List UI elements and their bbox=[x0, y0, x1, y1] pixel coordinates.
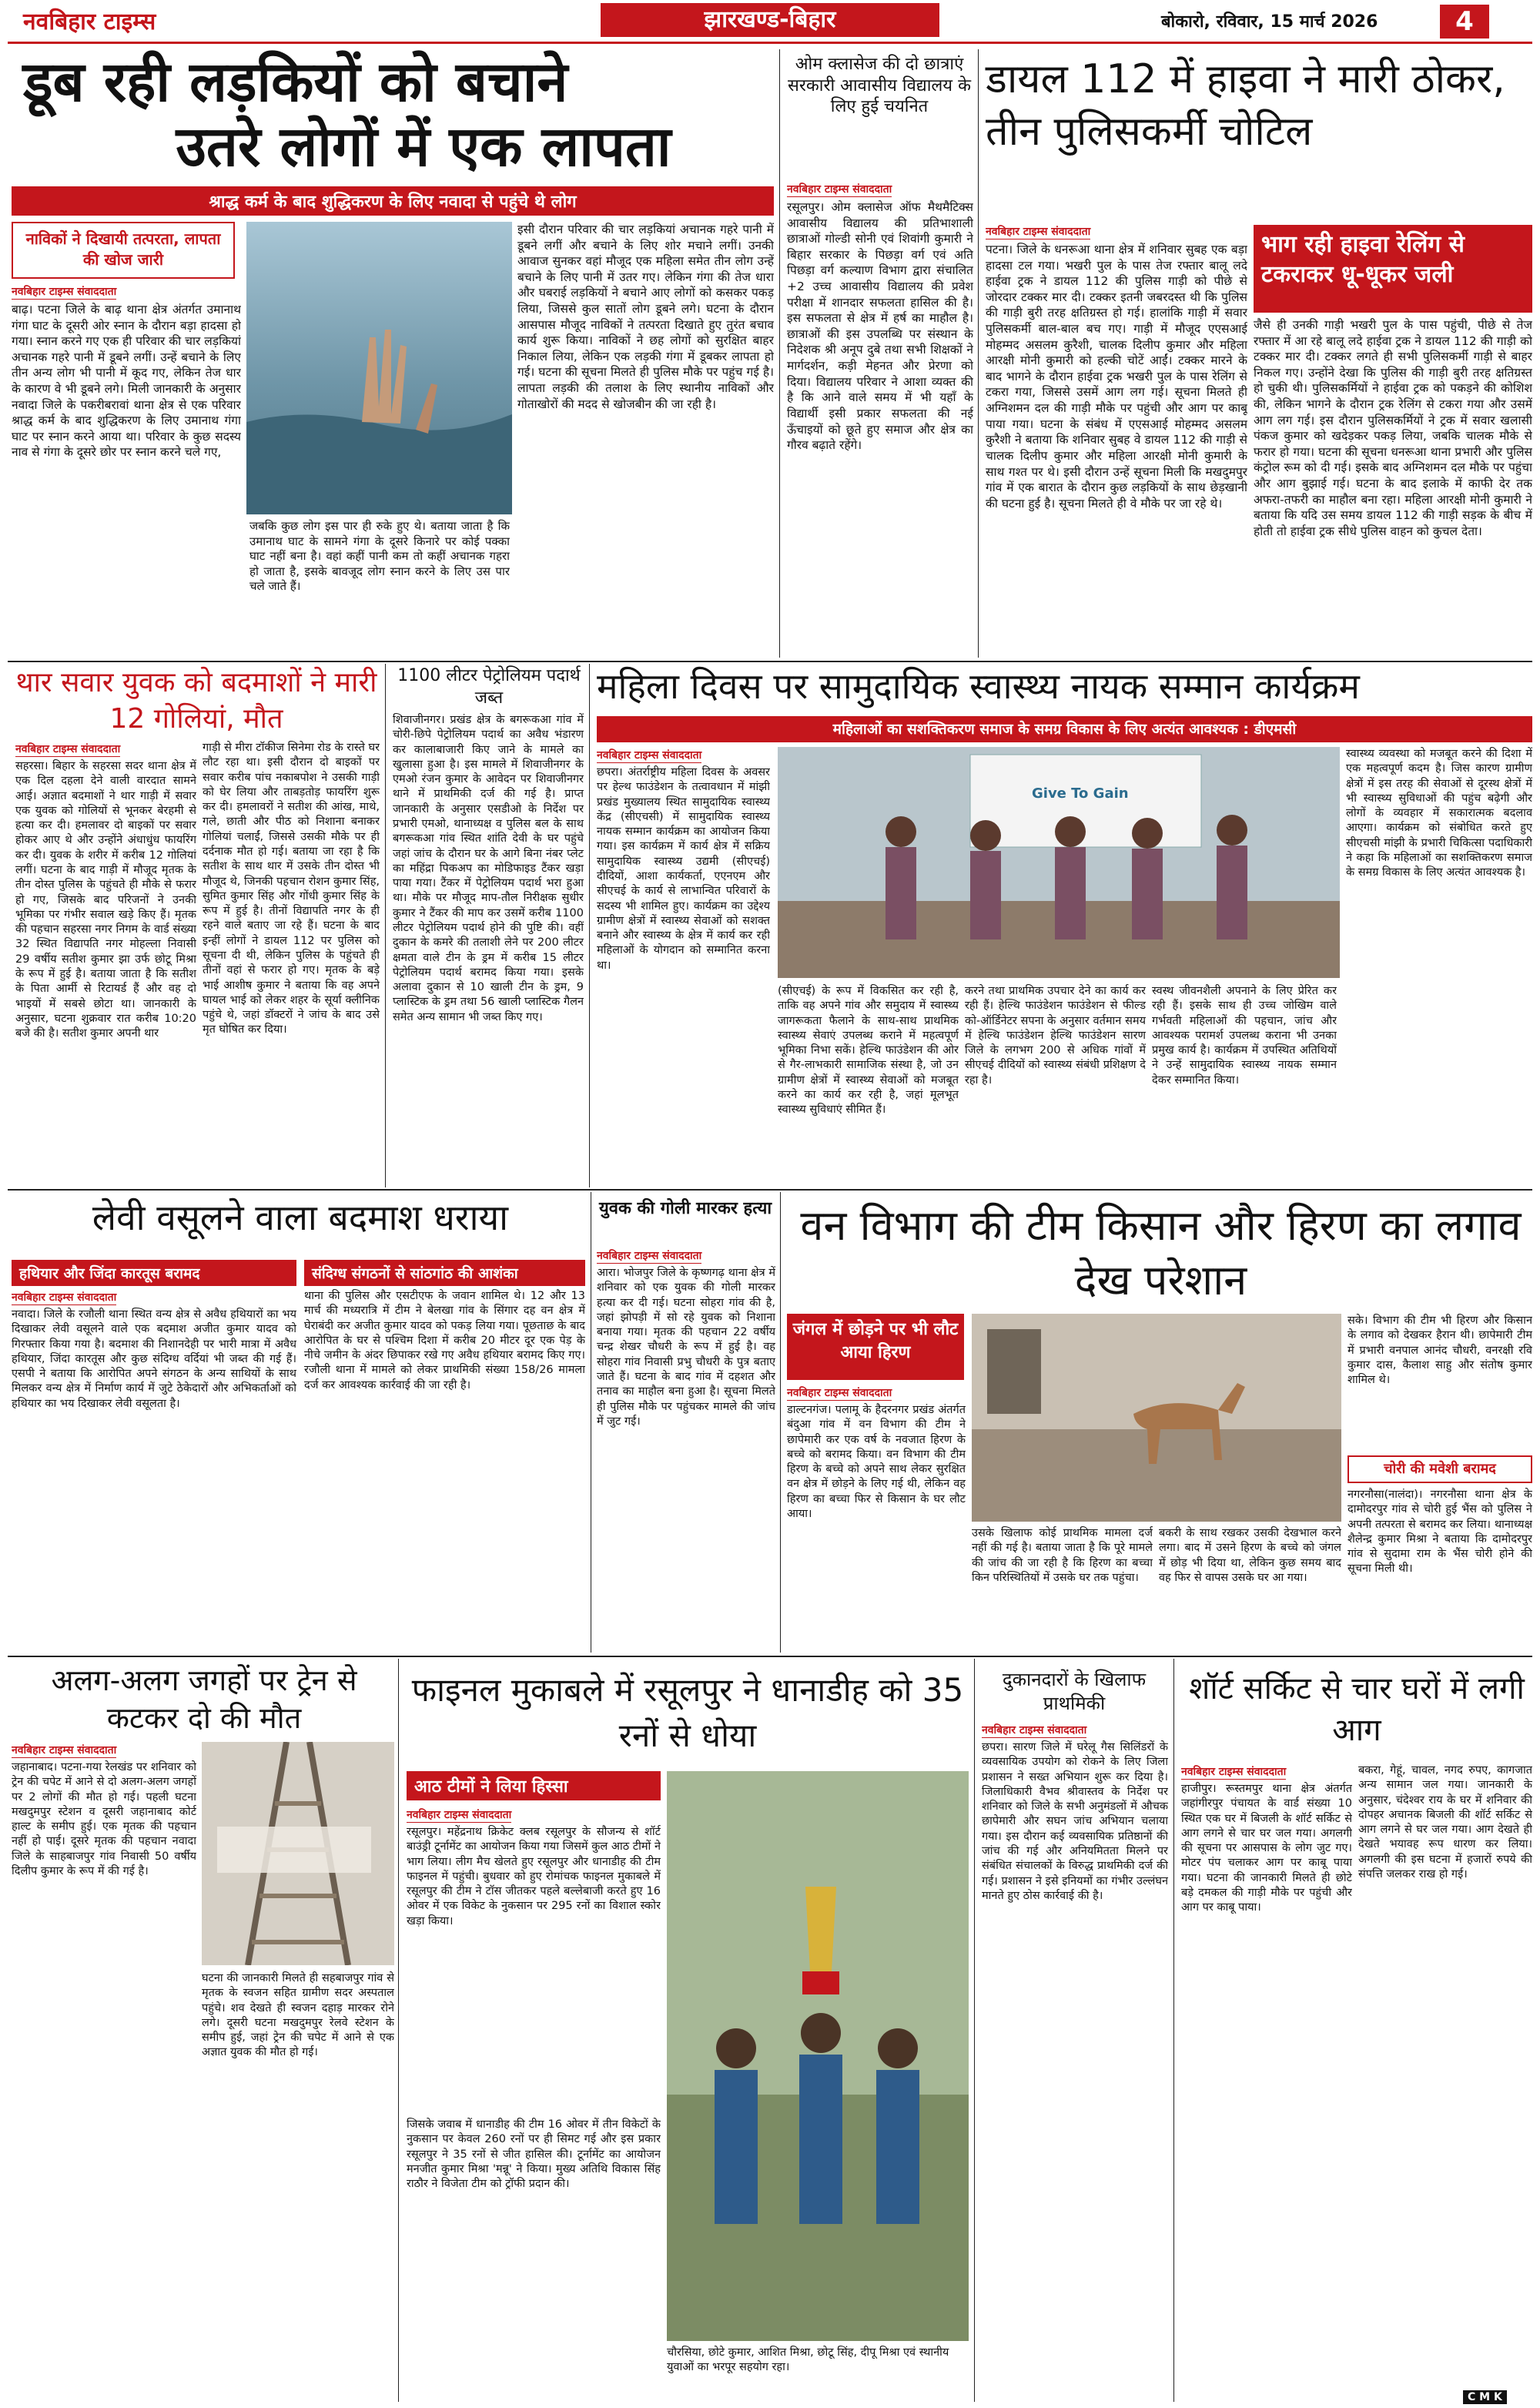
story9-photo-caption: उसके खिलाफ कोई प्राथमिक मामला दर्ज नहीं की गई है। बताया जाता है कि पूरे मामले की जांच की जा रही है कि हिरण का बच्चा किन परिस्थितियों में उसके घर तक पहुंचा। bbox=[972, 1527, 1153, 1584]
story8-body bbox=[597, 1248, 775, 1651]
story9-sub2-text: चोरी की मवेशी बरामद bbox=[1384, 1461, 1496, 1477]
story10-col2-text: घटना की जानकारी मिलते ही सहबाजपुर गांव से मृतक के स्वजन सहित ग्रामीण सदर अस्पताल पहुंचे। शव देखते ही स्वजन दहाड़ मारकर रोने लगे। दूसरी घटना मखदुमपुर रेलवे स्टेशन के समीप हुई, जहां ट्रेन की चपेट में आने से एक अज्ञात युवक की मौत हो गई। bbox=[202, 1972, 394, 2059]
story6-col5-text: स्वास्थ्य व्यवस्था को मजबूत करने की दिशा में एक महत्वपूर्ण कदम है। जिस कारण ग्रामीण क्षेत्रों में इस तरह की सेवाओं से दूरस्थ क्षेत्रों में भी स्वास्थ्य सुविधाओं की पहुंच बढ़ेगी और लोगों के व्यवहार में सकारात्मक बदलाव आएगा। कार्यक्रम को संबोधित करते हुए सीएचसी मांझी के प्रभारी चिकित्सा पदाधिकारी ने कहा कि महिलाओं का सशक्तिकरण समाज के समग्र विकास के लिए अत्यंत आवश्यक है। bbox=[1346, 748, 1532, 879]
story10-headline: अलग-अलग जगहों पर ट्रेन से कटकर दो की मौत bbox=[51, 1663, 357, 1736]
story11-subhead: आठ टीमों ने लिया हिस्सा bbox=[407, 1771, 661, 1800]
story7-col2-text: थाना की पुलिस और एसटीएफ के जवान शामिल थे। 12 और 13 मार्च की मध्यरात्रि में टीम ने बेलखा गांव के सिंगार दह वन क्षेत्र में घेराबंदी कर अजीत कुमार यादव को पकड़ लिया गया। पूछताछ के बाद आरोपित के घर से पश्चिम दिशा में करीब 20 मीटर दूर एक पेड़ के नीचे जमीन के अंदर छिपाकर रखे गए अवैध हथियार बरामद किए गए। रजौली थाना में मामले को लेकर प्राथमिकी संख्या 158/26 मामला दर्ज कर आवश्यक कार्रवाई की जा रही है। bbox=[304, 1290, 585, 1392]
story4-col2-text: गाड़ी से मीरा टॉकीज सिनेमा रोड के रास्ते घर लौट रहा था। इसी दौरान दो बाइकों पर सवार करीब पांच नकाबपोश ने उसकी गाड़ी को घेर लिया और ताबड़तोड़ फायरिंग शुरू कर दी। हमलावरों ने सतीश की आंख, माथे, गले, छाती और पीठ को निशाना बनाकर गोलियां चलाईं, जिससे उसकी मौके पर ही दर्दनाक मौत हो गई। बताया जा रहा है कि सतीश के साथ थार में उसके तीन दोस्त भी मौजूद थे, जिनकी पहचान रोशन कुमार सिंह, सुमित कुमार सिंह और गोंधी कुमार सिंह के रूप में हुई है। तीनों विद्यापति नगर के ही रहने वाले बताए जा रहे हैं। घटना के बाद इन्हीं लोगों ने डायल 112 पर पुलिस को सूचना दी थी, लेकिन पुलिस के पहुंचते ही तीनों वहां से फरार हो गए। मृतक के बड़े भाई आशीष कुमार ने बताया कि वह अपने घायल भाई को लेकर शहर के सूर्या क्लीनिक पहुंचे थे, जहां डॉक्टरों ने जांच के बाद उसे मृत घोषित कर दिया। bbox=[203, 742, 380, 1037]
story6-col1-text: छपरा। अंतर्राष्ट्रीय महिला दिवस के अवसर पर हेल्थ फाउंडेशन के तत्वावधान में मांझी प्रखंड मुख्यालय स्थित सामुदायिक स्वास्थ्य केंद्र (सीएचसी) में सामुदायिक स्वास्थ्य नायक सम्मान कार्यक्रम का आयोजन किया गया। इस कार्यक्रम में कार्य क्षेत्र में सक्रिय सामुदायिक स्वास्थ्य उद्यमी (सीएचई) दीदियों, आशा कार्यकर्ता, एएनएम और सीएचई के कार्य से लाभान्वित परिवारों के सदस्य भी शामिल हुए। कार्यक्रम का उद्देश्य ग्रामीण क्षेत्रों में स्वास्थ्य सेवाओं को सशक्त बनाने और स्वास्थ्य के क्षेत्र में कार्य कर रही महिलाओं के योगदान को सम्मानित करना था। bbox=[597, 766, 770, 972]
story6-photo bbox=[778, 747, 1340, 978]
story13-col1-text: हाजीपुर। रूस्तमपुर थाना क्षेत्र अंतर्गत जहांगीरपुर पंचायत के वार्ड संख्या 10 स्थित एक घर में बिजली के शॉर्ट सर्किट से आग लगने से चार घर जल गया। अगलगी की सूचना पर आसपास के लोग जुट गए। मोटर पंप चलाकर आग पर काबू पाया गया। घटना की जानकारी मिलते ही छोटे बड़े दमकल की गाड़ी मौके पर पहुंची और आग पर काबू पाया। bbox=[1181, 1783, 1352, 1914]
story2-headline: ओम क्लासेज की दो छात्राएं सरकारी आवासीय विद्यालय के लिए हुई चयनित bbox=[788, 55, 971, 116]
divider-story9-left bbox=[780, 1192, 781, 1653]
story7-col2 bbox=[304, 1289, 585, 1651]
story12-byline: नवबिहार टाइम्स संवाददाता bbox=[982, 1724, 1087, 1737]
story11-col2 bbox=[407, 2118, 661, 2403]
story12-headline: दुकानदारों के खिलाफ प्राथमिकी bbox=[1002, 1669, 1147, 1715]
masthead-rule bbox=[8, 42, 1532, 44]
hrule-1 bbox=[8, 661, 1532, 662]
story10-col2 bbox=[202, 1971, 394, 2404]
story8-byline: नवबिहार टाइम्स संवाददाता bbox=[597, 1250, 702, 1262]
story9-photo bbox=[972, 1314, 1341, 1522]
story7-col1 bbox=[12, 1289, 296, 1651]
story4-col1 bbox=[15, 741, 196, 1186]
story11-col1 bbox=[407, 1807, 661, 2115]
story1-subhead bbox=[12, 222, 235, 279]
story10-col1 bbox=[12, 1742, 196, 2404]
story3-col1 bbox=[986, 223, 1247, 655]
story5-headline: 1100 लीटर पेट्रोलियम पदार्थ जब्त bbox=[397, 666, 581, 708]
issue-date: बोकारो, रविवार, 15 मार्च 2026 bbox=[1161, 12, 1378, 32]
page-number: 4 bbox=[1440, 5, 1489, 39]
story11-col2-text: जिसके जवाब में धानाडीह की टीम 16 ओवर में तीन विकेटों के नुकसान पर केवल 260 रनों पर ही सिमट गई और इस प्रकार रसूलपुर ने 35 रनों से जीत हासिल की। टूर्नामेंट का आयोजन मनजीत कुमार मिश्रा 'मन्नू' ने किया। मुख्य अतिथि विकास सिंह राठौर ने विजेता टीम को ट्रॉफी प्रदान की। bbox=[407, 2118, 661, 2191]
story1-headline-line2: उतरे लोगों में एक लापता bbox=[176, 114, 671, 179]
story6-kicker: महिलाओं का सशक्तिकरण समाज के समग्र विकास के लिए अत्यंत आवश्यक : डीएमसी bbox=[597, 716, 1532, 742]
story9-sub2 bbox=[1348, 1455, 1532, 1483]
story4-col1-text: सहरसा। बिहार के सहरसा सदर थाना क्षेत्र में एक दिल दहला देने वाली वारदात सामने आई। अज्ञात बदमाशों ने थार गाड़ी में सवार एक युवक को गोलियों से भूनकर बेरहमी से हत्या कर दी। हमलावर दो बाइकों पर सवार होकर आए थे और उन्होंने अंधाधुंध फायरिंग कर दी। युवक के शरीर में करीब 12 गोलियां लगीं। घटना के बाद गाड़ी में मौजूद मृतक के तीन दोस्त पुलिस के पहुंचते ही मौके से फरार हो गए, जिसके बाद परिजनों ने उनकी भूमिका पर गंभीर सवाल खड़े किए हैं। मृतक की पहचान सहरसा नगर निगम के वार्ड संख्या 32 स्थित विद्यापति नगर मोहल्ला निवासी 29 वर्षीय सतीश कुमार झा उर्फ छोटू मिश्रा के रूप में हुई है। बताया जाता है कि सतीश के पिता आर्मी से रिटायर्ड हैं और वह दो भाइयों में सबसे छोटा था। जानकारी के अनुसार, घटना शुक्रवार रात करीब 10:20 बजे की है। सतीश कुमार अपनी थार bbox=[15, 760, 196, 1040]
story1-photo-caption: जबकि कुछ लोग इस पार ही रुके हुए थे। बताया जाता है कि उमानाथ घाट के सामने गंगा के दूसरे किनारे पर कोई पक्का घाट नहीं बना है। वहां कहीं पानी कम तो कहीं अचानक गहरा हो जाता है, इसके बावजूद लोग स्नान करने के लिए उस पार चले जाते हैं। bbox=[249, 519, 510, 593]
divider-story5-left bbox=[385, 664, 386, 1187]
story13-col1 bbox=[1181, 1763, 1352, 2403]
divider-story12-left bbox=[974, 1659, 975, 2402]
story5-body bbox=[393, 713, 584, 1186]
story10-photo bbox=[202, 1742, 394, 1965]
story7-sub1: हथियार और जिंदा कारतूस बरामद bbox=[12, 1260, 296, 1286]
story1-headline-line1: डूब रही लड़कियों को बचाने bbox=[23, 49, 568, 114]
story3-subhead bbox=[1254, 225, 1532, 313]
story1-photo bbox=[246, 222, 512, 514]
story6-col1 bbox=[597, 747, 770, 1186]
story6-col3 bbox=[965, 984, 1146, 1186]
story3-subhead-text: भाग रही हाइवा रेलिंग से टकराकर धू-धूकर जली bbox=[1261, 231, 1465, 288]
story13-headline: शॉर्ट सर्किट से चार घरों में लगी आग bbox=[1189, 1671, 1525, 1748]
story11-col1-text: रसूलपुर। महेंद्रनाथ क्रिकेट क्लब रसूलपुर के सौजन्य से शॉर्ट बाउंड्री टूर्नामेंट का आयोजन किया गया जिसमें कुल आठ टीमों ने भाग लिया। लीग मैच खेलते हुए रसूलपुर और धानाडीह की टीम फाइनल में पहुंची। बुधवार को हुए रोमांचक फाइनल मुकाबले में रसूलपुर की टीम ने टॉस जीतकर पहले बल्लेबाजी करते हुए 16 ओवर में एक विकेट के नुकसान पर 295 रनों का विशाल स्कोर खड़ा किया। bbox=[407, 1826, 661, 1927]
award-ceremony-illustration bbox=[778, 747, 1340, 978]
story3-byline: नवबिहार टाइम्स संवाददाता bbox=[986, 226, 1091, 238]
drowning-hands-illustration bbox=[246, 222, 512, 514]
divider-story6-left bbox=[589, 664, 590, 1187]
story6-col4 bbox=[1152, 984, 1337, 1186]
story7-headline: लेवी वसूलने वाला बदमाश धराया bbox=[92, 1197, 509, 1238]
story5-body-text: शिवाजीनगर। प्रखंड क्षेत्र के बगरूकआ गांव में चोरी-छिपे पेट्रोलियम पदार्थ का अवैध भंडारण कर कालाबाजारी किए जाने के मामले का खुलासा हुआ है। इस मामले में शिवाजीनगर के एमओ रंजन कुमार के आवेदन पर शिवाजीनगर थाने में प्राथमिकी दर्ज की गई है। प्राप्त जानकारी के अनुसार एसडीओ के निर्देश पर प्रभारी एमओ, थानाध्यक्ष व पुलिस बल के साथ बगरूकआ गांव स्थित शांति देवी के घर पहुंचे जहां जांच के दौरान घर के आगे बिना नंबर प्लेट का महिंद्रा पिकअप का मोडिफाइड टैंकर खड़ा पाया गया। टैंकर में पेट्रोलियम पदार्थ भरा हुआ था। मौके पर मौजूद माप-तौल निरीक्षक सुधीर कुमार ने टैंकर की माप कर उसमें करीब 1100 लीटर पेट्रोलियम पदार्थ होने की पुष्टि की। वहीं दुकान के कमरे की तलाशी लेने पर 200 लीटर क्षमता वाले टीन के ड्रम में करीब 15 लीटर पेट्रोलियम पदार्थ बरामद किया गया। इसके अलावा दुकान से 10 खाली टीन के ड्रम, 9 प्लास्टिक के ड्रम तथा 56 खाली प्लास्टिक गैलन समेत अन्य सामान भी जब्त किए गए। bbox=[393, 714, 584, 1023]
hrule-2 bbox=[8, 1189, 1532, 1191]
story3-col1-text: पटना। जिले के धनरूआ थाना क्षेत्र में शनिवार सुबह एक बड़ा हादसा टल गया। भखरी पुल के पास तेज रफ्तार बालू लदे हाईवा ट्रक ने डायल 112 की पुलिस गाड़ी को पीछे से जोरदार टक्कर मार दी। टक्कर इतनी जबरदस्त थी कि पुलिस की गाड़ी बुरी तरह क्षतिग्रस्त हो गई। हालांकि गाड़ी में सवार पुलिसकर्मी बाल-बाल बच गए। गाड़ी में मौजूद एएसआई मोहम्मद असलम कुरैशी, चालक दिलीप कुमार और महिला आरक्षी मोनी कुमारी को हल्की चोटें आईं। टक्कर मारने के बाद भागने के दौरान हाईवा ट्रक भखरी पुल के पास रेलिंग से टकरा गया, जिससे उसमें आग लग गई। सूचना मिलते ही अग्निशमन दल की गाड़ी मौके पर पहुंची और आग पर काबू पाया गया। घटना के संबंध में एएसआई मोहम्मद असलम कुरैशी ने बताया कि शनिवार सुबह वे डायल 112 की गाड़ी से चालक दिलीप कुमार और महिला आरक्षी मोनी कुमारी के साथ गश्त पर थे। इसी दौरान उन्हें सूचना मिली कि मखदुमपुर गांव में एक बारात के दौरान कुछ लड़कियों के साथ छेड़खानी की घटना हुई है। सूचना मिलते ही वे मौके पर जा रहे थे। bbox=[986, 243, 1247, 511]
registration-text: C M K bbox=[1463, 2390, 1507, 2404]
story8-headline: युवक की गोली मारकर हत्या bbox=[598, 1199, 772, 1218]
story7-col1-text: नवादा। जिले के रजौली थाना स्थित वन्य क्षेत्र से अवैध हथियारों का भय दिखाकर लेवी वसूलने वाले एक बदमाश अजीत कुमार यादव को गिरफ्तार किया गया है। बदमाश की निशानदेही पर भारी मात्रा में अवैध हथियार, जिंदा कारतूस और कुछ संदिग्ध वर्दियां भी जब्त की गई हैं। एसपी ने बताया कि आरोपित अपने संगठन के अन्य साथियों के साथ मिलकर वन्य क्षेत्र में निर्माण कार्य में जुटे ठेकेदारों और अभिकर्ताओं को हथियार का भय दिखाकर लेवी वसूलता है। bbox=[12, 1308, 296, 1410]
story2-body-text: रसूलपुर। ओम क्लासेज ऑफ मैथमैटिक्स आवासीय विद्यालय की प्रतिभाशाली छात्राओं गोल्डी सोनी एवं शिवांगी कुमारी ने बिहार सरकार के पिछड़ा वर्ग एवं अति पिछड़ा वर्ग कल्याण विभाग द्वारा संचालित +2 उच्च आवासीय विद्यालय की प्रवेश परीक्षा में शानदार सफलता हासिल की है। इस सफलता से क्षेत्र में हर्ष का माहौल है। छात्राओं की इस उपलब्धि पर संस्थान के निदेशक श्री अनूप दुबे तथा सभी शिक्षकों ने मार्गदर्शन, कड़ी मेहनत और प्रेरणा को दिया। विद्यालय परिवार ने आशा व्यक्त की है कि आने वाले समय में भी यहाँ के विद्यार्थी इसी प्रकार सफलता की नई ऊँचाइयों को छूते हुए समाज और क्षेत्र का गौरव बढ़ाते रहेंगे। bbox=[787, 200, 973, 453]
edition-name: झारखण्ड-बिहार bbox=[601, 3, 939, 37]
story11-photo-caption: चौरसिया, छोटे कुमार, आशित मिश्रा, छोटू सिंह, दीपू मिश्रा एवं स्थानीय युवाओं का भरपूर सहयोग रहा। bbox=[667, 2346, 949, 2373]
story3-col2 bbox=[1254, 317, 1532, 656]
story4-headline: थार सवार युवक को बदमाशों ने मारी 12 गोलियां, मौत bbox=[15, 667, 377, 735]
story6-col3-text: करने तथा प्राथमिक उपचार देने का कार्य कर रही हैं। हेल्थि फाउंडेशन फाउंडेशन से फील्ड को-ऑर्डिनेटर सपना के अनुसार वर्तमान समय में हेल्थि फाउंडेशन हेल्थि फाउंडेशन सारण जिले के लगभग 200 से अधिक गांवों में सीएचई दीदियों को स्वास्थ्य संबंधी प्रशिक्षण दे रहा है। bbox=[965, 985, 1146, 1087]
railway-track-illustration bbox=[202, 1742, 394, 1965]
cricket-trophy-illustration bbox=[667, 1771, 969, 2341]
story1-col1 bbox=[12, 283, 241, 653]
paper-name: नवबिहार टाइम्स bbox=[23, 8, 156, 35]
divider-story3-left bbox=[978, 49, 979, 658]
story1-col3 bbox=[517, 222, 774, 653]
divider-story13-left bbox=[1173, 1659, 1174, 2402]
story3-headline: डायल 112 में हाइवा ने मारी ठोकर, तीन पुलिसकर्मी चोटिल bbox=[986, 56, 1505, 155]
story11-byline: नवबिहार टाइम्स संवाददाता bbox=[407, 1809, 512, 1821]
story9-byline: नवबिहार टाइम्स संवाददाता bbox=[787, 1387, 892, 1399]
story2-body bbox=[787, 181, 973, 655]
story6-headline: महिला दिवस पर सामुदायिक स्वास्थ्य नायक सम्मान कार्यक्रम bbox=[597, 665, 1360, 707]
story1-col3-text: इसी दौरान परिवार की चार लड़कियां अचानक गहरे पानी में डूबने लगीं और बचाने के लिए शोर मचाने लगीं। उनकी आवाज सुनकर वहां मौजूद एक महिला समेत तीन लोग उन्हें बचाने के लिए पानी में उतर गए। लेकिन गंगा की तेज धारा और घबराई लड़कियों ने बचाने आए लोगों को कसकर पकड़ लिया, जिससे कुल सातों लोग डूबने लगे। घटना के दौरान आसपास मौजूद नाविकों ने तत्परता दिखाते हुए तुरंत बचाव कार्य शुरू किया। नाविकों ने छह लोगों को सुरक्षित बाहर निकाल लिया, लेकिन एक लड़की गंगा में डूबकर लापता हो गई। घटना की सूचना मिलते ही पुलिस मौके पर पहुंच गई है। लापता लड़की की तलाश के लिए स्थानीय नाविकों और गोताखोरों की मदद से खोजबीन की जा रही है। bbox=[517, 223, 774, 411]
story1-subhead-text: नाविकों ने दिखायी तत्परता, लापता की खोज जारी bbox=[25, 229, 221, 269]
story13-byline: नवबिहार टाइम्स संवाददाता bbox=[1181, 1766, 1287, 1778]
story11-headline: फाइनल मुकाबले में रसूलपुर ने धानाडीह को 35 रनों से धोया bbox=[411, 1671, 964, 1754]
story9-headline: वन विभाग की टीम किसान और हिरण का लगाव देख परेशान bbox=[800, 1201, 1522, 1305]
story9-photo-caption-box bbox=[972, 1526, 1153, 1651]
story4-col2 bbox=[203, 741, 380, 1186]
story2-byline: नवबिहार टाइम्स संवाददाता bbox=[787, 183, 892, 196]
story7-sub2: संदिग्ध संगठनों से सांठगांठ की आशंका bbox=[304, 1260, 585, 1286]
story9-col1 bbox=[787, 1385, 966, 1651]
story6-byline: नवबिहार टाइम्स संवाददाता bbox=[597, 749, 702, 762]
story11-photo bbox=[667, 1771, 969, 2341]
story6-col5 bbox=[1346, 747, 1532, 1186]
story9-col1-text: डाल्टनगंज। पलामू के हैदरनगर प्रखंड अंतर्गत बंदुआ गांव में वन विभाग की टीम ने छापेमारी कर एक वर्ष के नवजात हिरण के बच्चे को बरामद किया। वन विभाग की टीम हिरण के बच्चे को अपने साथ लेकर सुरक्षित वन क्षेत्र में छोड़ने के लिए गई थी, लेकिन वह हिरण का बच्चा फिर से किसान के घर लौट आया। bbox=[787, 1404, 966, 1520]
story13-col2 bbox=[1358, 1763, 1532, 2403]
story9-col4b-text: नगरनौसा(नालंदा)। नगरनौसा थाना क्षेत्र के दामोदरपुर गांव से चोरी हुई भैंस को पुलिस ने अपनी तत्परता से बरामद कर लिया। थानाध्यक्ष शैलेन्द्र कुमार मिश्रा ने बताया कि दामोदरपुर गांव से सुदामा राम के भैंस चोरी होने की सूचना मिली थी। bbox=[1348, 1489, 1532, 1576]
story6-col2 bbox=[778, 984, 959, 1186]
story9-col3-text: बकरी के साथ रखकर उसकी देखभाल करने लगा। बाद में उसने हिरण के बच्चे को जंगल में छोड़ भी दिया था, लेकिन कुछ समय बाद वह फिर से वापस उसके घर आ गया। bbox=[1159, 1527, 1341, 1584]
story8-body-text: आरा। भोजपुर जिले के कृष्णगढ़ थाना क्षेत्र में शनिवार को एक युवक की गोली मारकर हत्या कर दी गई। घटना सोहरा गांव की है, जहां झोपड़ी में सो रहे युवक को निशाना बनाया गया। मृतक की पहचान 22 वर्षीय चन्द्र शेखर चौधरी के रूप में हुई है। वह सोहरा गांव निवासी प्रभु चौधरी के पुत्र बताए जाते हैं। घटना के बाद गांव में दहशत और तनाव का माहौल बना हुआ है। सूचना मिलते ही पुलिस मौके पर पहुंचकर मामले की जांच में जुट गई। bbox=[597, 1267, 775, 1428]
story4-byline: नवबिहार टाइम्स संवाददाता bbox=[15, 743, 121, 755]
divider-story11-left bbox=[398, 1659, 399, 2402]
story13-col2-text: बकरा, गेहूं, चावल, नगद रुपए, कागजात अन्य सामान जल गया। जानकारी के अनुसार, चंदेश्वर राय के घर में शनिवार की दोपहर अचानक बिजली की शॉर्ट सर्किट से आग लगने से घर जल गया। आग देखते ही देखते भयावह रूप धारण कर लिया। अगलगी की इस घटना में हजारों रुपये की संपत्ति जलकर राख हो गई। bbox=[1358, 1764, 1532, 1881]
story6-photo-banner: Give To Gain bbox=[1032, 785, 1129, 802]
hrule-3 bbox=[8, 1656, 1532, 1657]
masthead bbox=[0, 0, 1540, 43]
story9-col4 bbox=[1348, 1314, 1532, 1451]
story1-byline: नवबिहार टाइम्स संवाददाता bbox=[12, 286, 117, 298]
story3-col2-text: जैसे ही उनकी गाड़ी भखरी पुल के पास पहुंची, पीछे से तेज रफ्तार में आ रहे बालू लदे हाईवा ट्रक ने डायल 112 की गाड़ी को टक्कर मार दी। टक्कर लगते ही सभी पुलिसकर्मी गाड़ी से बाहर निकल गए। उन्होंने देखा कि पुलिस की गाड़ी बुरी तरह क्षतिग्रस्त हो चुकी थी। पुलिसकर्मियों ने हाईवा ट्रक को पकड़ने की कोशिश की, लेकिन भागने के दौरान ट्रक रेलिंग से टकरा गया और उसमें आग लग गई। इस दौरान पुलिसकर्मियों ने ट्रक में सवार खलासी पंकज कुमार को खदेड़कर पकड़ लिया, जबकि चालक मौके से फरार हो गया। घटना की सूचना धनरूआ थाना प्रभारी और पुलिस कंट्रोल रूम को दी गई। इसके बाद अग्निशमन दल मौके पर पहुंचा और आग बुझाई गई। घटना के बाद इलाके में काफी देर तक अफरा-तफरी का माहौल बना रहा। महिला आरक्षी मोनी कुमारी ने बताया कि यदि उस समय डायल 112 की गाड़ी सड़क के बीच में होती तो हाईवा ट्रक सीधे पुलिस वाहन को कुचल देता। bbox=[1254, 318, 1532, 538]
story7-byline: नवबिहार टाइम्स संवाददाता bbox=[12, 1291, 117, 1304]
story9-col3 bbox=[1159, 1526, 1341, 1651]
deer-photo-illustration bbox=[972, 1314, 1341, 1522]
story9-col4-text: सके। विभाग की टीम भी हिरण और किसान के लगाव को देखकर हैरान थी। छापेमारी टीम में प्रभारी वनपाल आनंद चौधरी, वनरक्षी रवि कुमार दास, कैलाश साहु और संतोष कुमार शामिल थे। bbox=[1348, 1315, 1532, 1387]
story9-subhead bbox=[787, 1314, 964, 1380]
story1-bar: श्राद्ध कर्म के बाद शुद्धिकरण के लिए नवादा से पहुंचे थे लोग bbox=[12, 186, 774, 216]
story10-col1-text: जहानाबाद। पटना-गया रेलखंड पर शनिवार को ट्रेन की चपेट में आने से दो अलग-अलग जगहों पर 2 लोगों की मौत हो गई। पहली घटना मखदुमपुर स्टेशन व दूसरी जहानाबाद कोर्ट हाल्ट के समीप हुई। एक मृतक की पहचान नहीं हो पाई। दूसरे मृतक की पहचान नवादा जिले के साहबाजपुर गांव निवासी 50 वर्षीय दिलीप कुमार के रूप में की गई है। bbox=[12, 1761, 196, 1877]
story6-col4-text: स्वस्थ जीवनशैली अपनाने के लिए प्रेरित कर रही हैं। इसके साथ ही उच्च जोखिम वाले गर्भवती महिलाओं की पहचान, जांच और आवश्यक परामर्श उपलब्ध कराना भी उनका प्रमुख कार्य है। कार्यक्रम में उपस्थित अतिथियों ने उन्हें सामुदायिक स्वास्थ्य नायक सम्मान देकर सम्मानित किया। bbox=[1152, 985, 1337, 1087]
story12-body-text: छपरा। सारण जिले में घरेलू गैस सिलिंडरों के व्यवसायिक उपयोग को रोकने के लिए जिला प्रशासन ने सख्त अभियान शुरू कर दिया है। जिलाधिकारी वैभव श्रीवास्तव के निर्देश पर शनिवार को जिले के सभी अनुमंडलों में औचक छापेमारी और सघन जांच अभियान चलाया गया। इस दौरान कई व्यवसायिक प्रतिष्ठानों की जांच की गई और अनियमितता मिलने पर संबंधित संचालकों के विरुद्ध प्राथमिकी दर्ज की गई। प्रशासन ने इसे इनियमों का गंभीर उल्लंघन मानते हुए ठोस कार्रवाई की है। bbox=[982, 1741, 1168, 1902]
story9-col4b bbox=[1348, 1488, 1532, 1651]
story6-col2-text: (सीएचई) के रूप में विकसित कर रही है, ताकि वह अपने गांव और समुदाय में स्वास्थ्य जागरूकता फैलाने के साथ-साथ प्राथमिक स्वास्थ्य सेवाएं उपलब्ध कराने में महत्वपूर्ण भूमिका निभा सकें। हेल्थि फाउंडेशन की ओर से गैर-लाभकारी सामाजिक संस्था है, जो उन ग्रामीण क्षेत्रों में स्वास्थ्य सेवाओं को मजबूत करने का कार्य कर रही है, जहां मूलभूत स्वास्थ्य सुविधाएं सीमित हैं। bbox=[778, 985, 959, 1117]
story1-col1-text: बाढ़। पटना जिले के बाढ़ थाना क्षेत्र अंतर्गत उमानाथ गंगा घाट के दूसरी ओर स्नान के दौरान बड़ा हादसा हो गया। स्नान करने गए एक ही परिवार की चार लड़कियां अचानक गहरे पानी में डूबने लगीं। उन्हें बचाने के लिए तीन अन्य लोग भी पानी में कूद गए, लेकिन तेज धार के कारण वे भी डूबने लगे। मिली जानकारी के अनुसार नवादा जिले के पकरीबरावां थाना क्षेत्र से एक परिवार श्राद्ध कर्म के बाद शुद्धिकरण के लिए उमानाथ गंगा घाट पर स्नान करने आया था। परिवार के कुछ सदस्य नाव से गंगा के दूसरे छोर पर स्नान करने चले गए, bbox=[12, 303, 241, 460]
divider-story2-left bbox=[779, 49, 780, 658]
story9-subhead-text: जंगल में छोड़ने पर भी लौट आया हिरण bbox=[792, 1320, 959, 1362]
story10-byline: नवबिहार टाइम्स संवाददाता bbox=[12, 1744, 117, 1757]
registration-marks bbox=[1463, 2390, 1507, 2404]
story12-body bbox=[982, 1722, 1168, 2403]
